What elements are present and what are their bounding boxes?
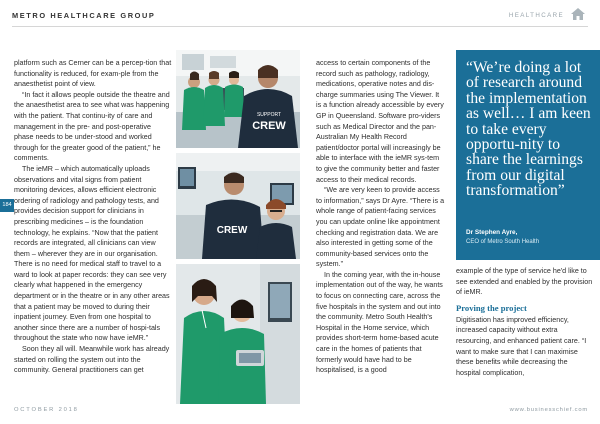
website-link[interactable]: www.businesschief.com bbox=[509, 407, 588, 413]
publication-name: METRO HEALTHCARE GROUP bbox=[12, 11, 156, 20]
article-column-1 bbox=[14, 58, 172, 376]
paragraph: Digitisation has improved efficiency, increased capacity without extra resourcing, and enhanced patient care. “I want to make sure that I can maximise these benefits while decreasing the hospital complication, bbox=[456, 315, 587, 377]
paragraph: example of the type of service he'd like to see extended and enabled by the provision of ieMR. bbox=[456, 267, 593, 297]
article-column-3 bbox=[456, 266, 594, 378]
pull-quote-role: CEO of Metro South Health bbox=[466, 239, 540, 245]
home-icon[interactable] bbox=[570, 7, 586, 21]
photo-staff-at-nurse-station bbox=[176, 50, 300, 148]
paragraph: access to certain components of the record such as pathology, radiology, medications, operative notes and dis-charge summaries using The Viewer. It is a function already accessible by every GP in Queensland. Software pro-viders such as Medical Director and the pan-Australian My Health Record patient/doctor portal will increasingly be able to interface with the ieMR sys-tem to give the community better and faster access to their medical records. bbox=[316, 59, 444, 184]
paragraph: “In fact it allows people outside the theatre and the anaesthetist area to see what was happening with the patient. That continu-ity of care and management in the pre- and post-operative phase needs to be under-stood and worked through for the greater good of the patient,” he comments. bbox=[14, 90, 170, 163]
paragraph: In the coming year, with the in-house implementation out of the way, he wants to focus on connecting care, across the five hospitals in the system and out into the community. Metro South Health's Hospital in the Home service, which provides short-term home-based acute care in the homes of patients that formerly would have had to be hospitalised, is a good bbox=[316, 270, 443, 375]
paragraph: “We are very keen to provide access to information,” says Dr Ayre. “There is a whole range of patient-facing services you can update online like appointment checking and registration data. We are also interested in getting some of the community-based services onto the system.” bbox=[316, 186, 445, 269]
photo-nurses-with-device bbox=[176, 264, 300, 404]
section-subheading: Proving the project bbox=[456, 302, 527, 313]
paragraph: platform such as Cerner can be a percep-tion that functionality is reduced, for exam-ple from the anaesthetist point of view. bbox=[14, 59, 172, 89]
photo-staff-at-computers bbox=[176, 153, 300, 259]
pull-quote-author: Dr Stephen Ayre, bbox=[466, 229, 518, 236]
shirt-text-support: SUPPORT bbox=[256, 112, 282, 118]
paragraph: Soon they all will. Meanwhile work has already started on rolling the system out into the community. General practitioners can get bbox=[14, 345, 170, 375]
issue-date: OCTOBER 2018 bbox=[14, 407, 79, 413]
section-label: HEALTHCARE bbox=[508, 12, 564, 19]
shirt-text-crew: CREW bbox=[216, 225, 248, 236]
page-number-left: 184 bbox=[0, 199, 14, 212]
shirt-text-crew: CREW bbox=[252, 120, 286, 132]
pull-quote-text: “We’re doing a lot of research around the implementation as well… I am keen to take every opportu-nity to share the learnings from our digital transformation” bbox=[466, 59, 591, 200]
header-divider bbox=[12, 26, 588, 27]
paragraph: The ieMR – which automatically uploads observations and vital signs from patient monitoring devices, allows efficient electronic ordering of radiology and pathology tests, and provides decision support for clinicians in prescribing medicines – is the foundation technology, he explains. “Now that the patient records are integrated, all clinicians can view them – wherever they are in our organisation. There is no need for medical staff to travel to a ward to look at paper records: they can see very clearly what happened in the emergency department or in the theatre or in any other areas that a patient may be moved to during their inpatient journey. Even from one hospital to another since there are a number of hospi-tals throughout the state who now have ieMR.” bbox=[14, 164, 170, 343]
article-column-2 bbox=[316, 58, 446, 376]
